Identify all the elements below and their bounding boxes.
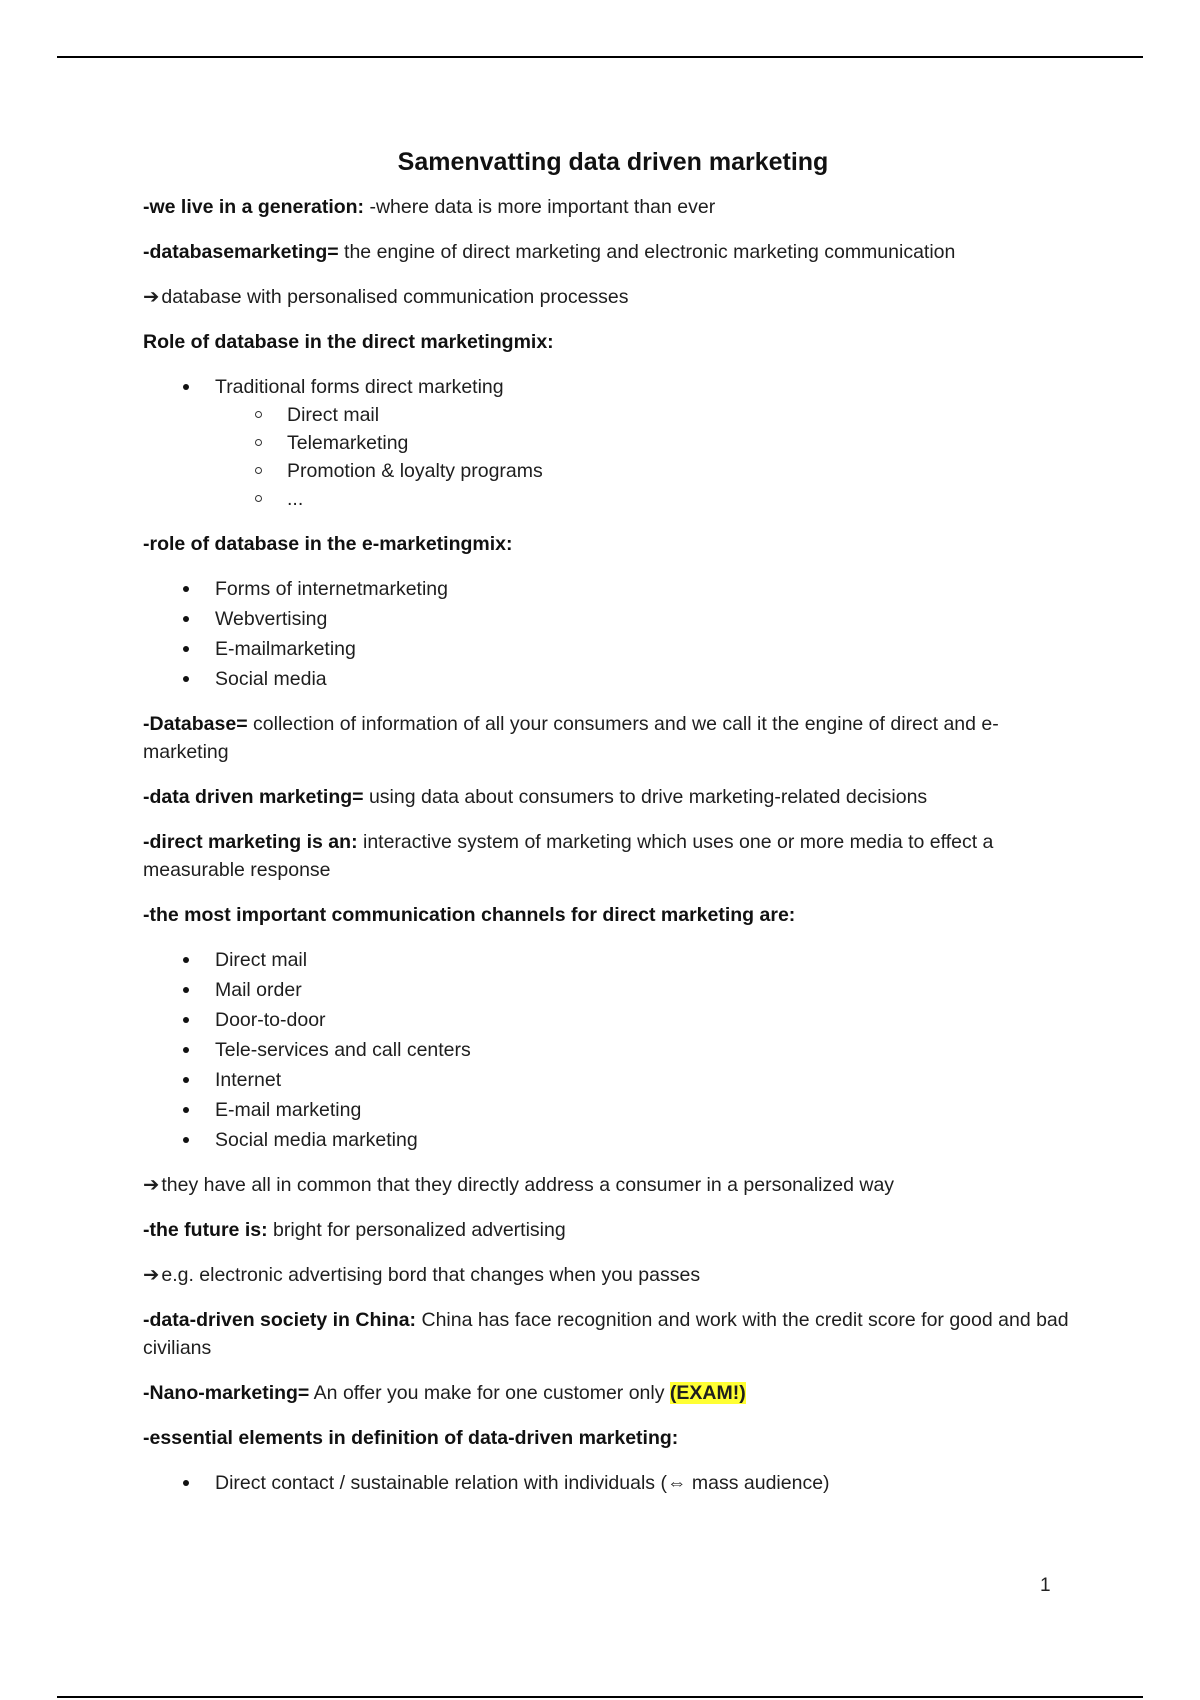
list-item: Mail order <box>143 976 1083 1004</box>
list-channels <box>143 946 1083 1154</box>
term: -databasemarketing= <box>143 241 339 263</box>
arrow-icon: ➔ <box>143 1174 160 1196</box>
heading-essential-elements <box>143 1424 1083 1452</box>
heading-text: -role of database in the e-marketingmix: <box>143 533 513 555</box>
exam-highlight: (EXAM!) <box>669 1382 746 1404</box>
heading-channels <box>143 901 1083 929</box>
list-item: Direct contact / sustainable relation with individuals (⇔ mass audience) <box>143 1469 1083 1497</box>
term: -data-driven society in China: <box>143 1309 417 1331</box>
list-item-text: Traditional forms direct marketing <box>215 376 504 398</box>
definition: bright for personalized advertising <box>267 1219 566 1241</box>
header-rule <box>57 56 1143 58</box>
paragraph-arrow-database <box>143 283 1083 311</box>
term: -Nano-marketing= <box>143 1382 310 1404</box>
list-item: E-mailmarketing <box>143 635 1083 663</box>
paragraph-future <box>143 1216 1083 1244</box>
list-essential-elements <box>143 1469 1083 1497</box>
heading-e-marketingmix <box>143 530 1083 558</box>
list-item: Tele-services and call centers <box>143 1036 1083 1064</box>
definition: collection of information of all your consumers and we call it the engine of direct and e-marketing <box>143 713 999 763</box>
sublist-item: Direct mail <box>215 401 1083 429</box>
arrow-text: database with personalised communication processes <box>161 286 629 308</box>
definition: the engine of direct marketing and electronic marketing communication <box>338 241 956 263</box>
paragraph-generation <box>143 193 1083 221</box>
sublist-item: ... <box>215 485 1083 513</box>
sublist <box>215 401 1083 513</box>
paragraph-direct-marketing <box>143 828 1083 884</box>
heading-text: Role of database in the direct marketingmix: <box>143 331 554 353</box>
definition: China has face recognition and work with the credit score for good and bad civilians <box>143 1309 1069 1359</box>
paragraph-databasemarketing <box>143 238 1083 266</box>
term: -data driven marketing= <box>143 786 364 808</box>
list-item: Social media <box>143 665 1083 693</box>
list-item <box>143 373 1083 513</box>
list-item: Webvertising <box>143 605 1083 633</box>
sublist-item: Telemarketing <box>215 429 1083 457</box>
page-number: 1 <box>1040 1575 1051 1596</box>
list-item: E-mail marketing <box>143 1096 1083 1124</box>
heading-text: -the most important communication channels for direct marketing are: <box>143 904 796 926</box>
term: -the future is: <box>143 1219 268 1241</box>
paragraph-data-driven-marketing <box>143 783 1083 811</box>
term: -direct marketing is an: <box>143 831 358 853</box>
heading-direct-marketingmix <box>143 328 1083 356</box>
paragraph-database <box>143 710 1083 766</box>
list-item: Social media marketing <box>143 1126 1083 1154</box>
list-item: Internet <box>143 1066 1083 1094</box>
definition: interactive system of marketing which uses one or more media to effect a measurable response <box>143 831 994 881</box>
list-e-marketingmix <box>143 575 1083 693</box>
page-title: Samenvatting data driven marketing <box>397 148 829 176</box>
list-item: Door-to-door <box>143 1006 1083 1034</box>
paragraph-arrow-example <box>143 1261 1083 1289</box>
sublist-item: Promotion & loyalty programs <box>215 457 1083 485</box>
arrow-text: they have all in common that they directly address a consumer in a personalized way <box>161 1174 895 1196</box>
list-item: Direct mail <box>143 946 1083 974</box>
definition: -where data is more important than ever <box>364 196 716 218</box>
term: -Database= <box>143 713 248 735</box>
list-item: Forms of internetmarketing <box>143 575 1083 603</box>
footer-rule <box>57 1696 1143 1698</box>
list-direct-marketingmix <box>143 373 1083 513</box>
arrow-text: e.g. electronic advertising bord that changes when you passes <box>161 1264 701 1286</box>
paragraph-arrow-common <box>143 1171 1083 1199</box>
definition: using data about consumers to drive marketing-related decisions <box>363 786 928 808</box>
paragraph-nano-marketing <box>143 1379 1083 1407</box>
paragraph-china <box>143 1306 1083 1362</box>
heading-text: -essential elements in definition of data-driven marketing: <box>143 1427 679 1449</box>
arrow-icon: ➔ <box>143 286 160 308</box>
term: -we live in a generation: <box>143 196 365 218</box>
document-body <box>143 140 1083 1514</box>
arrow-icon: ➔ <box>143 1264 160 1286</box>
definition: An offer you make for one customer only <box>309 1382 670 1404</box>
